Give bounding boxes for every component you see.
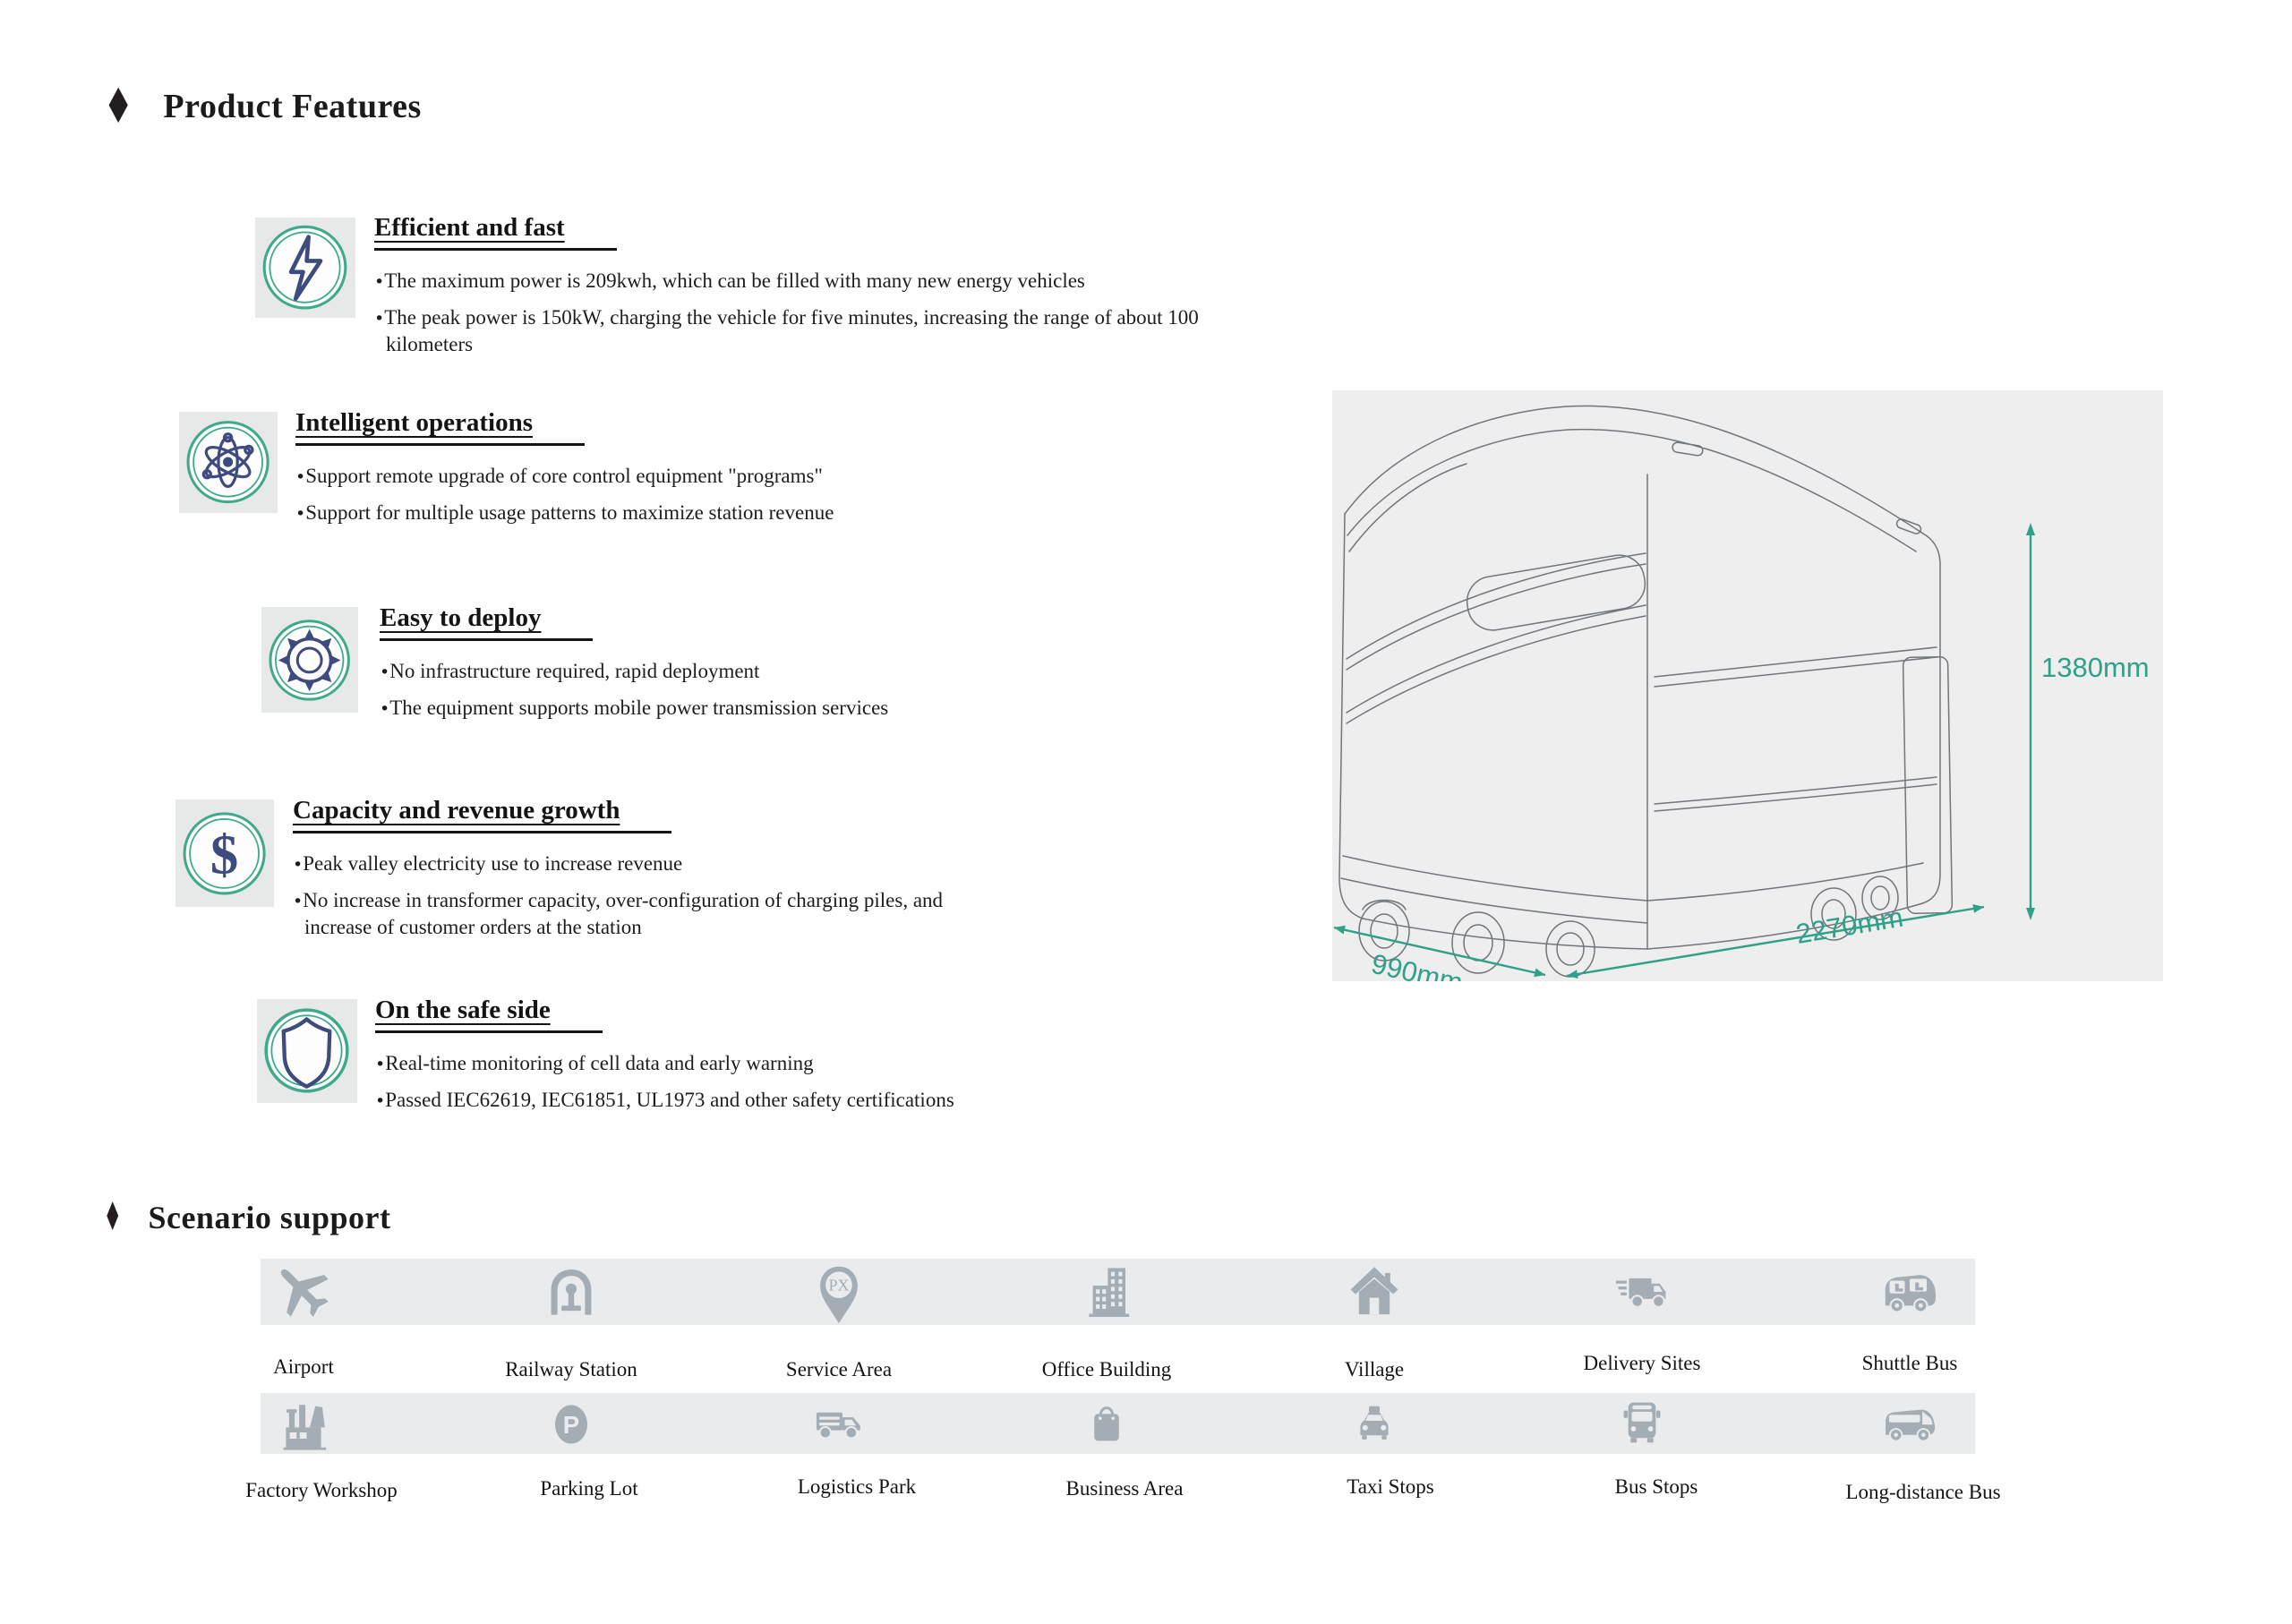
diamond-bullet-icon: ♦: [103, 78, 134, 134]
bullet-dot: •: [380, 698, 390, 719]
delivery-truck-icon: [1612, 1262, 1672, 1321]
feature-title-underline: [380, 603, 593, 641]
feature-bullet: [374, 268, 1234, 295]
service-area-pin-icon: [807, 1261, 871, 1327]
dollar-icon: [175, 799, 274, 907]
bullet-dot: •: [375, 1055, 386, 1074]
scenario-label: Logistics Park: [797, 1475, 917, 1498]
length-dimension-line: [1567, 907, 1984, 976]
scenario-label: Delivery Sites: [1583, 1352, 1701, 1374]
feature-title-underline: [293, 796, 671, 833]
scenario-label: Factory Workshop: [245, 1479, 398, 1501]
scenario-label: Railway Station: [505, 1358, 637, 1380]
page-title: Product Features: [163, 88, 422, 125]
coach-bus-icon: [1878, 1395, 1941, 1452]
gear-icon: [261, 607, 358, 713]
scenario-label: Business Area: [1065, 1477, 1184, 1500]
vehicle-drawing: [1332, 390, 2163, 981]
village-house-icon: [1345, 1262, 1404, 1321]
feature-title: Easy to deploy: [380, 603, 542, 632]
diamond-bullet-icon: ♦: [103, 1194, 122, 1240]
scenario-label: Parking Lot: [540, 1477, 638, 1500]
bullet-dot: •: [374, 308, 385, 329]
bullet-text: Real-time monitoring of cell data and early warning: [385, 1052, 814, 1074]
bullet-text: No increase in transformer capacity, over-configuration of charging piles, and increase of customer orders at the station: [303, 888, 944, 938]
feature-title: Capacity and revenue growth: [293, 796, 620, 825]
scenario-label: Shuttle Bus: [1861, 1352, 1958, 1374]
feature-title-underline: [375, 996, 603, 1033]
feature-title: Intelligent operations: [295, 408, 534, 437]
feature-bullet: [295, 500, 1101, 526]
feature-bullet: [375, 1050, 1163, 1077]
bullet-text: The equipment supports mobile power transmission services: [389, 696, 889, 719]
feature-bullet: [374, 304, 1232, 358]
bullet-dot: •: [295, 503, 306, 524]
feature-bullet: [380, 695, 1114, 722]
atom-icon: [179, 412, 278, 513]
scenario-label: Village: [1344, 1358, 1405, 1380]
shopping-bag-icon: [1080, 1395, 1133, 1450]
bullet-dot: •: [380, 662, 390, 682]
factory-icon: [272, 1395, 335, 1457]
feature-title: Efficient and fast: [374, 213, 565, 242]
taxi-icon: [1347, 1397, 1402, 1450]
feature-bullet: [293, 887, 951, 941]
bullet-text: The peak power is 150kW, charging the vehicle for five minutes, increasing the range of about 100 kilometers: [384, 305, 1199, 355]
shuttle-bus-icon: [1878, 1261, 1941, 1321]
scenario-label: Airport: [273, 1355, 334, 1378]
scenario-label: Office Building: [1041, 1358, 1172, 1380]
dimension-annotations: [1334, 523, 2150, 981]
bullet-text: No infrastructure required, rapid deployment: [389, 660, 760, 682]
shield-icon: [257, 999, 357, 1103]
feature-bullet: [380, 658, 1114, 685]
bullet-dot: •: [374, 272, 385, 292]
bus-front-icon: [1613, 1393, 1671, 1452]
feature-title-underline: [374, 213, 617, 251]
feature-bullet: [293, 850, 951, 877]
parking-icon: [544, 1397, 598, 1452]
scenario-label: Taxi Stops: [1347, 1475, 1434, 1498]
bullet-text: Passed IEC62619, IEC61851, UL1973 and other safety certifications: [385, 1088, 954, 1111]
logistics-truck-icon: [809, 1395, 868, 1454]
scenario-label: Service Area: [785, 1358, 893, 1380]
scenario-support-heading: [95, 1194, 391, 1240]
product-dimensions-panel: [1332, 390, 2163, 981]
bullet-text: Support remote upgrade of core control equipment "programs": [305, 465, 823, 487]
office-building-icon: [1075, 1261, 1138, 1323]
product-features-heading: [97, 78, 422, 134]
bullet-text: Support for multiple usage patterns to maximize station revenue: [305, 500, 834, 524]
bullet-dot: •: [295, 467, 306, 487]
feature-bullet: [375, 1087, 1163, 1114]
scenario-label: Bus Stops: [1614, 1475, 1698, 1498]
bullet-dot: •: [375, 1090, 386, 1111]
feature-bullet: [295, 463, 1101, 490]
dimension-depth-label: 990mm: [1368, 947, 1467, 981]
scenario-label: Long-distance Bus: [1845, 1481, 2001, 1503]
airport-icon: [270, 1259, 337, 1325]
bullet-text: Peak valley electricity use to increase revenue: [303, 852, 683, 875]
railway-station-icon: [543, 1262, 600, 1321]
bullet-text: The maximum power is 209kwh, which can be filled with many new energy vehicles: [384, 269, 1085, 292]
bullet-dot: •: [293, 855, 304, 875]
bullet-dot: •: [293, 891, 304, 911]
feature-title: On the safe side: [375, 996, 551, 1024]
scenario-title: Scenario support: [148, 1200, 391, 1235]
dimension-length-label: 2270mm: [1793, 901, 1906, 950]
lightning-icon: [255, 218, 355, 318]
feature-title-underline: [295, 408, 585, 446]
dimension-height-label: 1380mm: [2041, 652, 2150, 683]
